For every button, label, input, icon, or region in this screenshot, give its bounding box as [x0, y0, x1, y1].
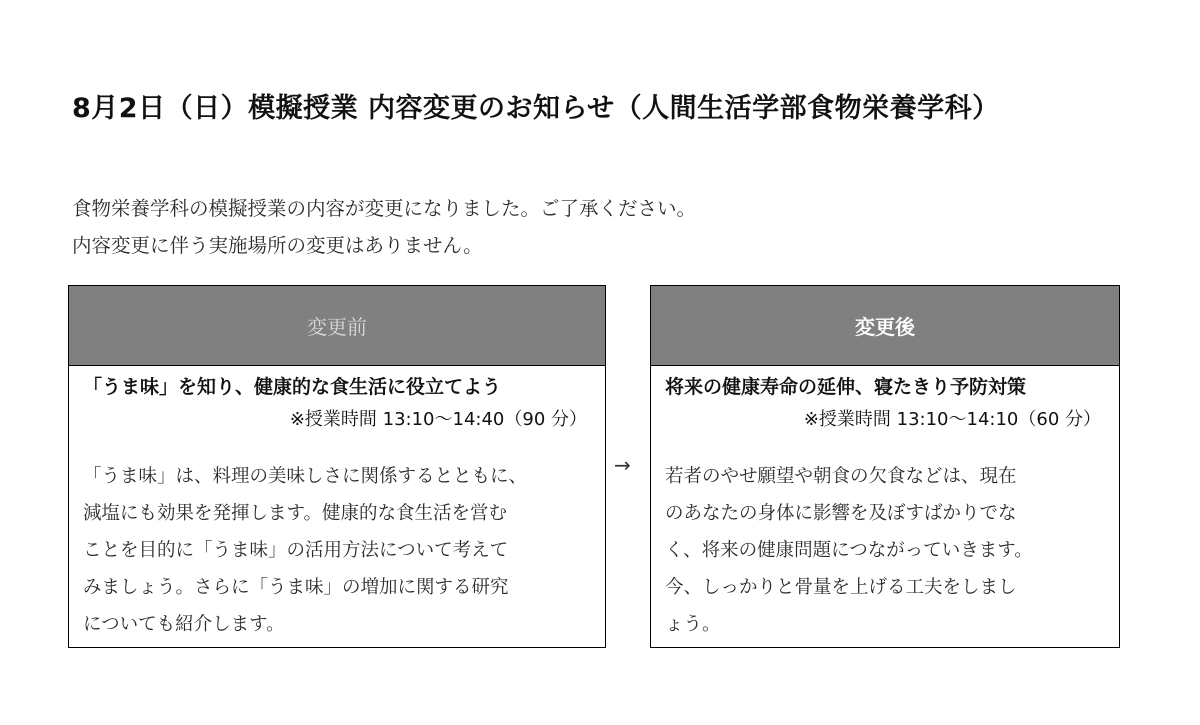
- before-lesson-time: ※授業時間 13:10～14:40（90 分）: [289, 409, 587, 430]
- intro-line: 食物栄養学科の模擬授業の内容が変更になりました。ご了承ください。: [72, 197, 697, 220]
- description-line: のあなたの身体に影響を及ぼすばかりでな: [665, 503, 1017, 524]
- description-line: 若者のやせ願望や朝食の欠食などは、現在: [665, 466, 1017, 487]
- after-lesson-theme: 将来の健康寿命の延伸、寝たきり予防対策: [665, 376, 1027, 398]
- description-line: についても紹介します。: [83, 614, 285, 635]
- description-line: 減塩にも効果を発揮します。健康的な食生活を営む: [83, 503, 508, 524]
- before-change-box: [68, 285, 606, 648]
- right-arrow-icon: →: [614, 453, 631, 477]
- description-line: ことを目的に「うま味」の活用方法について考えて: [83, 540, 509, 561]
- after-change-box: [650, 285, 1120, 648]
- description-line: く、将来の健康問題につながっていきます。: [665, 540, 1033, 561]
- page-title: 8月2日（日）模擬授業 内容変更のお知らせ（人間生活学部食物栄養学科）: [72, 93, 1000, 124]
- after-change-header: 変更後: [651, 286, 1119, 366]
- before-lesson-description: [83, 458, 593, 643]
- before-lesson-theme: 「うま味」を知り、健康的な食生活に役立てよう: [83, 376, 502, 398]
- after-lesson-time: ※授業時間 13:10～14:10（60 分）: [803, 409, 1101, 430]
- description-line: 今、しっかりと骨量を上げる工夫をしまし: [665, 577, 1017, 598]
- description-line: ょう。: [665, 614, 721, 635]
- intro-text: [72, 190, 696, 264]
- intro-line: 内容変更に伴う実施場所の変更はありません。: [72, 234, 483, 257]
- before-change-header: 変更前: [69, 286, 605, 366]
- description-line: みましょう。さらに「うま味」の増加に関する研究: [83, 577, 509, 598]
- description-line: 「うま味」は、料理の美味しさに関係するとともに、: [83, 466, 528, 487]
- after-lesson-description: [665, 458, 1107, 643]
